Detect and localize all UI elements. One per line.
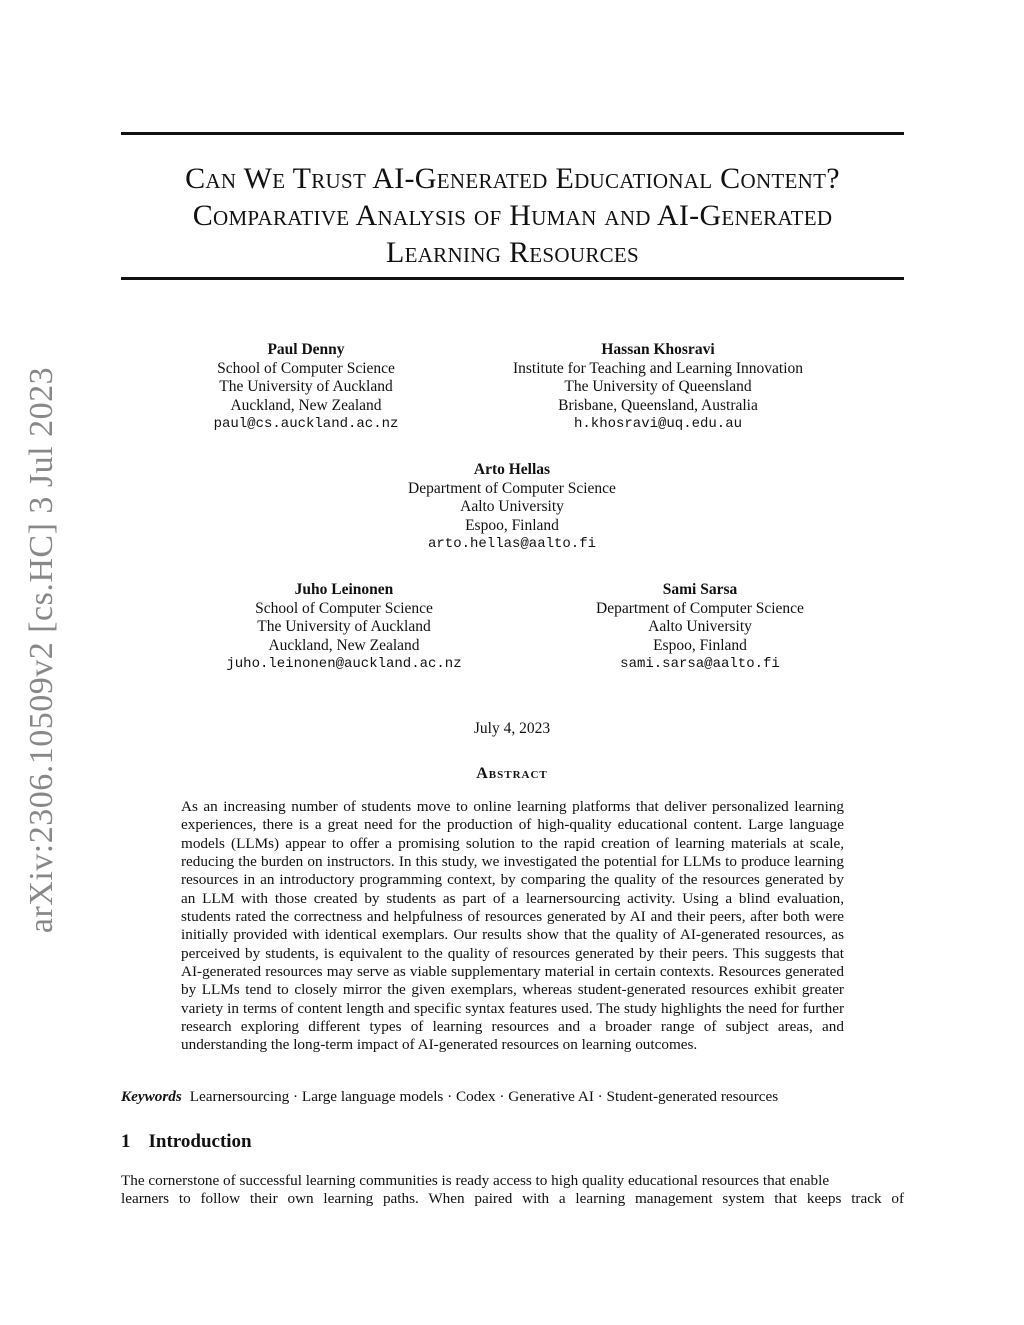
author-name: Arto Hellas	[473, 461, 551, 478]
author-email[interactable]: sami.sarsa@aalto.fi	[620, 656, 780, 672]
keywords-label: Keywords	[121, 1088, 182, 1105]
author-location: Espoo, Finland	[465, 516, 559, 534]
introduction-paragraph	[121, 1172, 904, 1209]
section-number: 1	[121, 1131, 131, 1152]
author-name: Paul Denny	[267, 341, 345, 358]
author-location: Espoo, Finland	[653, 636, 747, 654]
author-email[interactable]: arto.hellas@aalto.fi	[427, 536, 597, 552]
keywords-text: Learnersourcing · Large language models · Codex · Generative AI · Student-generated resources	[189, 1088, 779, 1105]
title-line-1: Can We Trust AI-Generated Educational Content?	[185, 162, 840, 195]
arxiv-identifier-stamp: arXiv:2306.10509v2 [cs.HC] 3 Jul 2023	[23, 366, 60, 934]
section-title: Introduction	[148, 1131, 252, 1152]
author-email[interactable]: juho.leinonen@auckland.ac.nz	[226, 656, 462, 672]
author-university: The University of Auckland	[219, 378, 393, 395]
author-location: Auckland, New Zealand	[230, 396, 382, 414]
abstract-body: As an increasing number of students move to online learning platforms that deliver personalized learning experiences, there is a great need for the production of high-quality educational content. Large language models (LLMs) appear to offer a promising solution to the rapid creation of learning materials at scale, reducing the burden on instructors. In this study, we investigated the potential for LLMs to produce learning resources in an introductory programming context, by comparing the quality of the resources generated by an LLM with those created by students as part of a learnersourcing activity. Using a blind evaluation, students rated the correctness and helpfulness of resources generated by AI and their peers, after both were initially provided with identical exemplars. Our results show that the quality of AI-generated resources, as perceived by students, is equivalent to the quality of resources generated by their peers. This suggests that AI-generated resources may serve as viable supplementary material in certain contexts. Resources generated by LLMs tend to closely mirror the given exemplars, whereas student-generated resources exhibit greater variety in terms of content length and specific syntax features used. The study highlights the need for further research exploring different types of learning resources and a broader range of subject areas, and understanding the long-term impact of AI-generated resources on learning outcomes.	[181, 798, 844, 1054]
author-name: Juho Leinonen	[294, 581, 394, 598]
title-bottom-rule	[121, 277, 904, 280]
section-heading-introduction	[121, 1131, 252, 1153]
intro-line-2: learners to follow their own learning paths. When paired with a learning management system that keeps track of	[121, 1190, 904, 1208]
author-department: School of Computer Science	[255, 599, 433, 617]
author-email[interactable]: h.khosravi@uq.edu.au	[573, 416, 743, 432]
author-department: Department of Computer Science	[408, 479, 616, 497]
author-email[interactable]: paul@cs.auckland.ac.nz	[213, 416, 399, 432]
author-name: Hassan Khosravi	[601, 341, 715, 358]
author-university: Aalto University	[648, 618, 752, 635]
author-university: The University of Queensland	[564, 378, 752, 395]
author-location: Auckland, New Zealand	[268, 636, 420, 654]
author-block-hassan-khosravi	[488, 341, 828, 434]
author-department: School of Computer Science	[217, 359, 395, 377]
author-department: Institute for Teaching and Learning Innovation	[512, 359, 804, 377]
author-university: The University of Auckland	[257, 618, 431, 635]
author-block-arto-hellas	[372, 461, 652, 554]
intro-line-1: The cornerstone of successful learning communities is ready access to high quality educational resources that enable	[121, 1172, 830, 1189]
author-university: Aalto University	[460, 498, 564, 515]
author-block-sami-sarsa	[560, 581, 840, 674]
keywords-line	[121, 1088, 904, 1106]
author-location: Brisbane, Queensland, Australia	[558, 396, 758, 414]
paper-title	[121, 160, 904, 271]
title-line-2: Comparative Analysis of Human and AI-Generated	[192, 199, 833, 232]
publication-date: July 4, 2023	[473, 720, 551, 737]
author-department: Department of Computer Science	[596, 599, 804, 617]
author-block-paul-denny	[186, 341, 426, 434]
author-block-juho-leinonen	[204, 581, 484, 674]
title-top-rule	[121, 132, 904, 135]
abstract-heading: Abstract	[476, 765, 548, 782]
title-line-3: Learning Resources	[385, 236, 640, 269]
author-name: Sami Sarsa	[662, 581, 738, 598]
